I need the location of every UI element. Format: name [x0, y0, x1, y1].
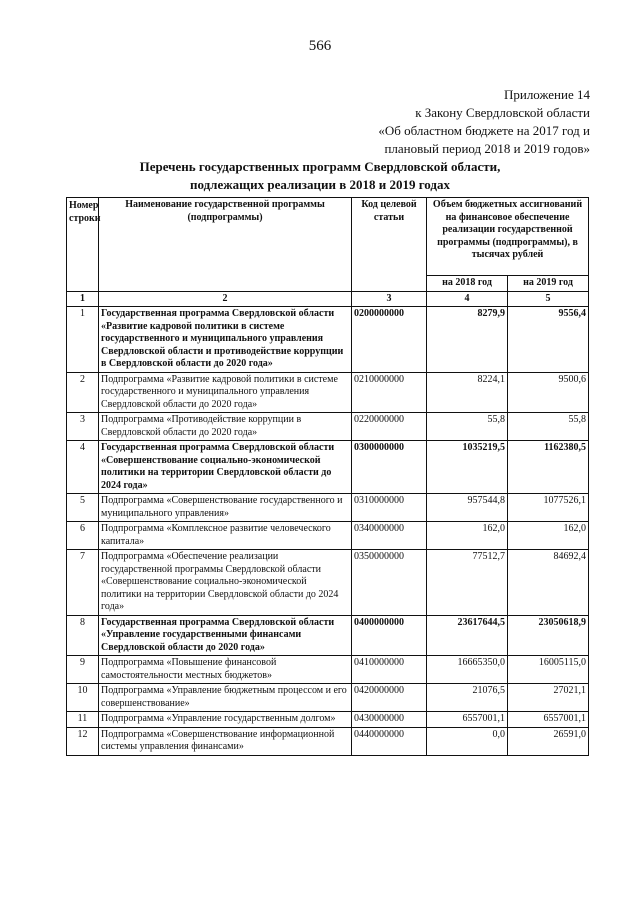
- title-line: подлежащих реализации в 2018 и 2019 годах: [189, 177, 451, 192]
- program-name-cell: Подпрограмма «Обеспечение реализации государственной программы Свердловской области «Совершенствование социально-экономической политики на территории Свердловской области до 2024 года»: [99, 550, 352, 616]
- row-number-cell: 12: [67, 727, 99, 755]
- programs-table: [66, 197, 589, 756]
- amount-2019-cell: 6557001,1: [508, 712, 589, 728]
- amount-2019-cell: 162,0: [508, 522, 589, 550]
- document-title: [0, 158, 640, 194]
- program-name-cell: Подпрограмма «Развитие кадровой политики в системе государственного и муниципального управления Свердловской области до 2020 года»: [99, 372, 352, 413]
- target-code-cell: 0210000000: [352, 372, 427, 413]
- target-code-cell: 0420000000: [352, 684, 427, 712]
- amount-2018-cell: 1035219,5: [427, 441, 508, 494]
- amount-2019-cell: 1077526,1: [508, 494, 589, 522]
- column-index: 5: [508, 291, 589, 307]
- amount-2018-cell: 0,0: [427, 727, 508, 755]
- program-name-cell: Подпрограмма «Управление бюджетным процессом и его совершенствование»: [99, 684, 352, 712]
- table-row: [67, 615, 589, 656]
- column-index: 2: [99, 291, 352, 307]
- amount-2018-cell: 957544,8: [427, 494, 508, 522]
- target-code-cell: 0300000000: [352, 441, 427, 494]
- amount-2019-cell: 26591,0: [508, 727, 589, 755]
- table-row: [67, 727, 589, 755]
- column-index: 1: [67, 291, 99, 307]
- program-name-cell: Подпрограмма «Управление государственным долгом»: [99, 712, 352, 728]
- title-line: Перечень государственных программ Свердловской области,: [139, 159, 501, 174]
- row-number-cell: 6: [67, 522, 99, 550]
- target-code-cell: 0430000000: [352, 712, 427, 728]
- amount-2019-cell: 55,8: [508, 413, 589, 441]
- program-name-cell: Государственная программа Свердловской области «Совершенствование социально-экономической политики на территории Свердловской области до 2024 года»: [99, 441, 352, 494]
- target-code-cell: 0200000000: [352, 307, 427, 373]
- table-row: [67, 307, 589, 373]
- appendix-line: к Закону Свердловской области: [415, 105, 590, 120]
- amount-2019-cell: 9556,4: [508, 307, 589, 373]
- row-number-cell: 9: [67, 656, 99, 684]
- amount-2018-cell: 77512,7: [427, 550, 508, 616]
- table-row: [67, 522, 589, 550]
- program-name-cell: Государственная программа Свердловской области «Управление государственными финансами Свердловской области до 2020 года»: [99, 615, 352, 656]
- row-number-cell: 1: [67, 307, 99, 373]
- amount-2018-cell: 21076,5: [427, 684, 508, 712]
- row-number-cell: 2: [67, 372, 99, 413]
- table-row: [67, 712, 589, 728]
- appendix-line: плановый период 2018 и 2019 годов»: [384, 141, 590, 156]
- row-number-cell: 7: [67, 550, 99, 616]
- amount-2018-cell: 23617644,5: [427, 615, 508, 656]
- row-number-cell: 3: [67, 413, 99, 441]
- target-code-cell: 0410000000: [352, 656, 427, 684]
- amount-2018-cell: 162,0: [427, 522, 508, 550]
- amount-2018-cell: 55,8: [427, 413, 508, 441]
- header-budget-amount: Объем бюджетных ассигнований на финансовое обеспечение реализации государственной программы (подпрограммы), в тысячах рублей: [427, 198, 589, 276]
- target-code-cell: 0440000000: [352, 727, 427, 755]
- amount-2018-cell: 16665350,0: [427, 656, 508, 684]
- amount-2019-cell: 9500,6: [508, 372, 589, 413]
- amount-2019-cell: 84692,4: [508, 550, 589, 616]
- program-name-cell: Подпрограмма «Комплексное развитие человеческого капитала»: [99, 522, 352, 550]
- table-row: [67, 656, 589, 684]
- program-name-cell: Подпрограмма «Противодействие коррупции в Свердловской области до 2020 года»: [99, 413, 352, 441]
- table-row: [67, 413, 589, 441]
- table-row: [67, 372, 589, 413]
- target-code-cell: 0220000000: [352, 413, 427, 441]
- table-row: [67, 494, 589, 522]
- amount-2018-cell: 8224,1: [427, 372, 508, 413]
- amount-2018-cell: 6557001,1: [427, 712, 508, 728]
- program-name-cell: Подпрограмма «Совершенствование государственного и муниципального управления»: [99, 494, 352, 522]
- header-year-2018: на 2018 год: [427, 276, 508, 292]
- amount-2019-cell: 23050618,9: [508, 615, 589, 656]
- table-row: [67, 441, 589, 494]
- appendix-line: «Об областном бюджете на 2017 год и: [378, 123, 590, 138]
- program-name-cell: Государственная программа Свердловской области «Развитие кадровой политики в системе государственного и муниципального управления Свердловской области и противодействие коррупции в Свердловской области до 2020 года»: [99, 307, 352, 373]
- amount-2019-cell: 1162380,5: [508, 441, 589, 494]
- header-year-2019: на 2019 год: [508, 276, 589, 292]
- header-target-code: Код целевой статьи: [352, 198, 427, 292]
- table-row: [67, 550, 589, 616]
- column-index: 3: [352, 291, 427, 307]
- program-name-cell: Подпрограмма «Совершенствование информационной системы управления финансами»: [99, 727, 352, 755]
- amount-2019-cell: 16005115,0: [508, 656, 589, 684]
- amount-2019-cell: 27021,1: [508, 684, 589, 712]
- column-index: 4: [427, 291, 508, 307]
- header-row-number: Номер строки: [67, 198, 99, 292]
- row-number-cell: 8: [67, 615, 99, 656]
- page-number: 566: [308, 38, 332, 54]
- row-number-cell: 5: [67, 494, 99, 522]
- target-code-cell: 0350000000: [352, 550, 427, 616]
- program-name-cell: Подпрограмма «Повышение финансовой самостоятельности местных бюджетов»: [99, 656, 352, 684]
- row-number-cell: 4: [67, 441, 99, 494]
- appendix-note: [378, 86, 590, 158]
- target-code-cell: 0400000000: [352, 615, 427, 656]
- row-number-cell: 10: [67, 684, 99, 712]
- target-code-cell: 0310000000: [352, 494, 427, 522]
- row-number-cell: 11: [67, 712, 99, 728]
- appendix-line: Приложение 14: [503, 87, 590, 102]
- table-row: [67, 684, 589, 712]
- amount-2018-cell: 8279,9: [427, 307, 508, 373]
- header-program-name: Наименование государственной программы (подпрограммы): [99, 198, 352, 292]
- target-code-cell: 0340000000: [352, 522, 427, 550]
